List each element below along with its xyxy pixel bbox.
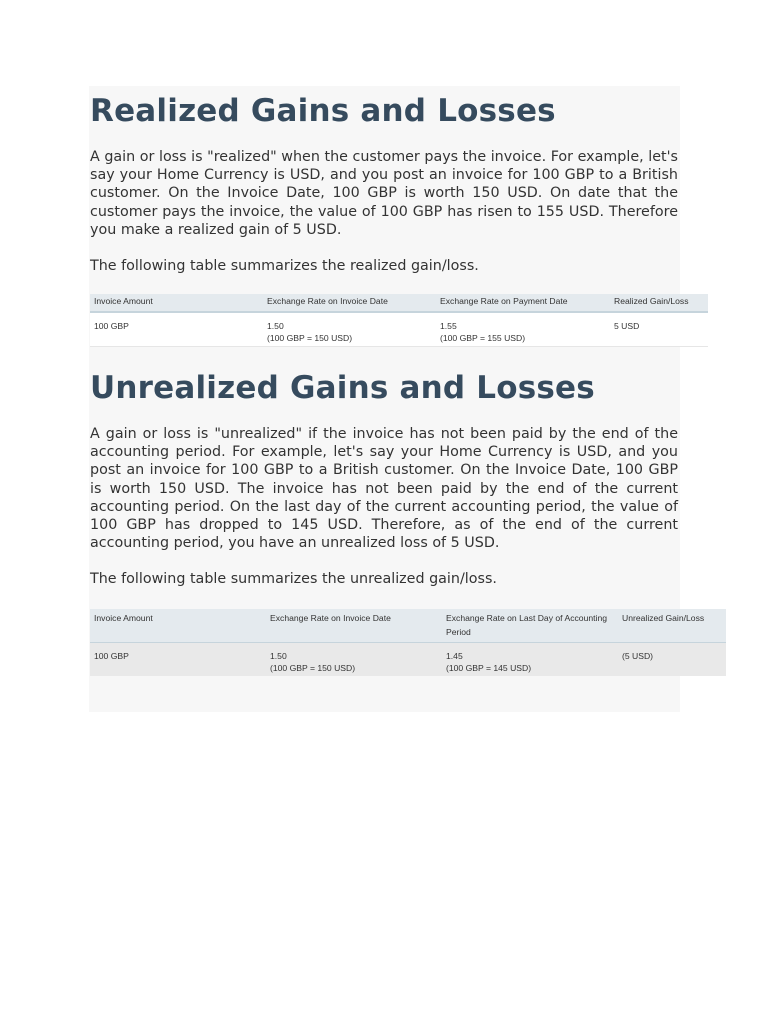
column-header: Exchange Rate on Last Day of Accounting Period [442,609,618,643]
realized-section [90,92,678,275]
invoice-rate-cell [263,312,436,347]
column-header: Unrealized Gain/Loss [618,609,726,643]
rate-value: 1.45 [446,651,463,661]
column-header: Exchange Rate on Invoice Date [263,294,436,312]
invoice-amount-cell: 100 GBP [90,643,266,677]
realized-paragraph: A gain or loss is "realized" when the customer pays the invoice. For example, let's say your Home Currency is USD, and you post an invoice for 100 GBP to a British customer. On the Invoice Date, 100 GBP is worth 150 USD. On date that the customer pays the invoice, the value of 100 GBP has risen to 155 USD. Therefore you make a realized gain of 5 USD. [90,149,678,238]
unrealized-heading: Unrealized Gains and Losses [90,370,595,406]
realized-table [90,294,708,347]
rate-value: 1.50 [270,651,287,661]
rate-note: (100 GBP = 155 USD) [440,333,526,343]
unrealized-table [90,609,726,676]
invoice-amount-cell: 100 GBP [90,312,263,347]
realized-result-cell: 5 USD [610,312,708,347]
period-rate-cell [442,643,618,677]
invoice-rate-cell [266,643,442,677]
column-header: Exchange Rate on Payment Date [436,294,610,312]
rate-value: 1.50 [267,321,284,331]
column-header: Invoice Amount [90,294,263,312]
unrealized-table-intro: The following table summarizes the unrealized gain/loss. [90,571,497,588]
unrealized-paragraph: A gain or loss is "unrealized" if the invoice has not been paid by the end of the accounting period. For example, let's say your Home Currency is USD, and you post an invoice for 100 GBP to a British customer. On the Invoice Date, 100 GBP is worth 150 USD. The invoice has not been paid by the end of the current accounting period. On the last day of the current accounting period, the value of 100 GBP has dropped to 145 USD. Therefore, as of the end of the current accounting period, you have an unrealized loss of 5 USD. [90,426,678,552]
table-row [90,312,708,347]
rate-value: 1.55 [440,321,457,331]
payment-rate-cell [436,312,610,347]
unrealized-section [90,369,678,589]
column-header: Exchange Rate on Invoice Date [266,609,442,643]
column-header: Invoice Amount [90,609,266,643]
table-header-row [90,609,726,643]
rate-note: (100 GBP = 150 USD) [270,663,356,673]
rate-note: (100 GBP = 145 USD) [446,663,532,673]
table-header-row [90,294,708,312]
realized-heading: Realized Gains and Losses [90,93,556,129]
rate-note: (100 GBP = 150 USD) [267,333,353,343]
table-row [90,643,726,677]
column-header: Realized Gain/Loss [610,294,708,312]
unrealized-result-cell: (5 USD) [618,643,726,677]
realized-table-intro: The following table summarizes the realized gain/loss. [90,258,479,275]
